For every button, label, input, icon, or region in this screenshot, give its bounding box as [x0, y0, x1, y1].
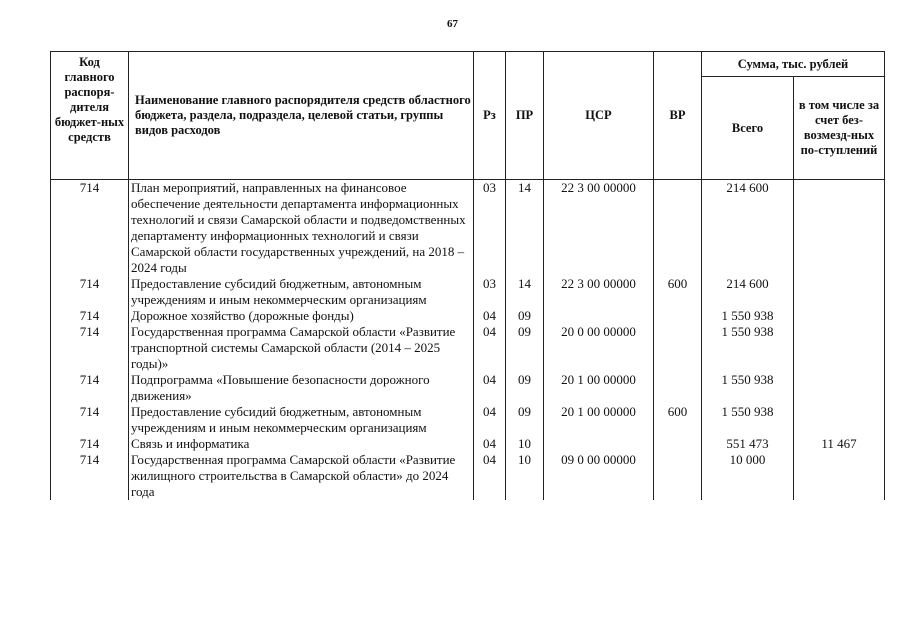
row-rz: 04 [474, 372, 506, 404]
row-total: 214 600 [702, 276, 794, 308]
row-rz: 04 [474, 324, 506, 372]
row-csr: 20 1 00 00000 [544, 404, 654, 436]
row-name: Предоставление субсидий бюджетным, автономным учреждениям и иным некоммерческим организациям [129, 276, 474, 308]
row-rz: 04 [474, 308, 506, 324]
row-pr: 10 [506, 452, 544, 500]
header-vr: ВР [654, 52, 702, 180]
row-pr: 09 [506, 308, 544, 324]
row-name: Связь и информатика [129, 436, 474, 452]
row-pr: 14 [506, 180, 544, 277]
row-rz: 04 [474, 452, 506, 500]
row-rz: 04 [474, 404, 506, 436]
row-code: 714 [51, 372, 129, 404]
row-vr [654, 452, 702, 500]
row-pr: 09 [506, 404, 544, 436]
header-code: Код главного распоря-дителя бюджет-ных средств [51, 52, 129, 180]
budget-table [50, 51, 885, 500]
row-csr [544, 308, 654, 324]
row-total: 1 550 938 [702, 404, 794, 436]
table-row [51, 324, 885, 372]
row-code: 714 [51, 308, 129, 324]
header-pr: ПР [506, 52, 544, 180]
table-row [51, 436, 885, 452]
row-total: 214 600 [702, 180, 794, 277]
row-name: Предоставление субсидий бюджетным, автономным учреждениям и иным некоммерческим организациям [129, 404, 474, 436]
row-code: 714 [51, 276, 129, 308]
row-csr: 22 3 00 00000 [544, 180, 654, 277]
row-csr: 22 3 00 00000 [544, 276, 654, 308]
row-name: Подпрограмма «Повышение безопасности дорожного движения» [129, 372, 474, 404]
header-csr: ЦСР [544, 52, 654, 180]
table-row [51, 452, 885, 500]
header-gratuitous: в том числе за счет без-возмезд-ных по-ступлений [794, 77, 885, 180]
row-code: 714 [51, 452, 129, 500]
row-code: 714 [51, 324, 129, 372]
header-total: Всего [702, 77, 794, 180]
row-pr: 14 [506, 276, 544, 308]
row-total: 10 000 [702, 452, 794, 500]
row-gratuitous [794, 276, 885, 308]
row-pr: 09 [506, 324, 544, 372]
table-row [51, 308, 885, 324]
row-rz: 03 [474, 276, 506, 308]
row-csr: 20 0 00 00000 [544, 324, 654, 372]
row-name: Дорожное хозяйство (дорожные фонды) [129, 308, 474, 324]
row-vr: 600 [654, 404, 702, 436]
header-sum: Сумма, тыс. рублей [702, 52, 885, 77]
row-pr: 10 [506, 436, 544, 452]
row-code: 714 [51, 436, 129, 452]
header-name: Наименование главного распорядителя средств областного бюджета, раздела, подраздела, целевой статьи, группы видов расходов [129, 52, 474, 180]
row-rz: 04 [474, 436, 506, 452]
row-gratuitous [794, 324, 885, 372]
row-gratuitous [794, 404, 885, 436]
row-total: 1 550 938 [702, 324, 794, 372]
table-row [51, 276, 885, 308]
row-total: 1 550 938 [702, 308, 794, 324]
row-vr [654, 180, 702, 277]
row-csr: 09 0 00 00000 [544, 452, 654, 500]
table-body [51, 180, 885, 501]
row-csr: 20 1 00 00000 [544, 372, 654, 404]
row-vr: 600 [654, 276, 702, 308]
row-rz: 03 [474, 180, 506, 277]
row-gratuitous: 11 467 [794, 436, 885, 452]
row-vr [654, 308, 702, 324]
row-name: Государственная программа Самарской области «Развитие транспортной системы Самарской области (2014 – 2025 годы)» [129, 324, 474, 372]
row-gratuitous [794, 452, 885, 500]
row-total: 551 473 [702, 436, 794, 452]
page-number: 67 [447, 18, 458, 30]
row-name: План мероприятий, направленных на финансовое обеспечение деятельности департамента информационных технологий и связи Самарской области и подведомственных департаменту информационных технологий и связи Самарской области государственных учреждений, на 2018 – 2024 годы [129, 180, 474, 277]
row-code: 714 [51, 404, 129, 436]
header-rz: Рз [474, 52, 506, 180]
row-csr [544, 436, 654, 452]
row-name: Государственная программа Самарской области «Развитие жилищного строительства в Самарской области» до 2024 года [129, 452, 474, 500]
row-vr [654, 436, 702, 452]
table-row [51, 404, 885, 436]
table-row [51, 372, 885, 404]
row-code: 714 [51, 180, 129, 277]
row-vr [654, 372, 702, 404]
row-gratuitous [794, 308, 885, 324]
row-total: 1 550 938 [702, 372, 794, 404]
table-row [51, 180, 885, 277]
row-pr: 09 [506, 372, 544, 404]
row-gratuitous [794, 372, 885, 404]
row-vr [654, 324, 702, 372]
row-gratuitous [794, 180, 885, 277]
